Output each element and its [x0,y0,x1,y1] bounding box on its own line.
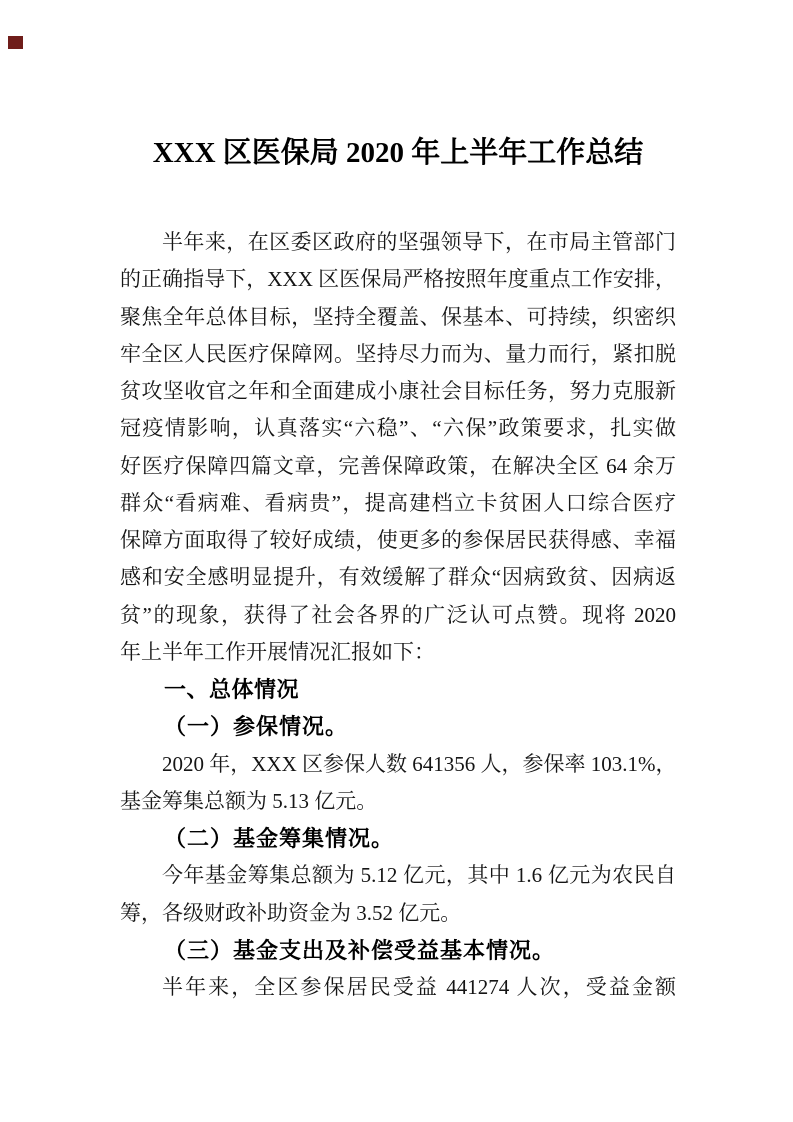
paragraph-line: 的正确指导下，XXX 区医保局严格按照年度重点工作安排， [120,267,676,292]
subsection-heading-enrollment: （一）参保情况。 [164,714,349,740]
paragraph-line: 牢全区人民医疗保障网。坚持尽力而为、量力而行，紧扣脱 [120,341,676,366]
subsection-heading-fund-raising: （二）基金筹集情况。 [164,826,395,851]
paragraph-line: 感和安全感明显提升，有效缓解了群众“因病致贫、因病返 [120,565,676,590]
paragraph-line: 半年来，全区参保居民受益 441274 人次，受益金额 [162,975,676,999]
corner-stamp-artifact [8,36,23,49]
paragraph-line: 年上半年工作开展情况汇报如下： [120,639,435,664]
paragraph-line: 贫”的现象，获得了社会各界的广泛认可点赞。现将 2020 [120,602,676,627]
paragraph-line: 群众“看病难、看病贵”，提高建档立卡贫困人口综合医疗 [120,490,676,515]
paragraph-line: 聚焦全年总体目标，坚持全覆盖、保基本、可持续，织密织 [120,304,676,329]
fund-raising-paragraph [120,857,676,932]
section-heading-overview: 一、总体情况 [164,677,300,702]
paragraph-line: 今年基金筹集总额为 5.12 亿元，其中 1.6 亿元为农民自 [162,863,676,888]
document-title: XXX 区医保局 2020 年上半年工作总结 [152,137,644,169]
paragraph-line: 基金筹集总额为 5.13 亿元。 [120,788,378,813]
paragraph-line: 保障方面取得了较好成绩，使更多的参保居民获得感、幸福 [120,528,676,552]
paragraph-line: 筹，各级财政补助资金为 3.52 亿元。 [120,900,462,925]
subsection-heading-fund-expenditure: （三）基金支出及补偿受益基本情况。 [164,937,556,963]
enrollment-paragraph [120,746,676,821]
fund-expenditure-paragraph [120,969,676,1006]
paragraph-line: 贫攻坚收官之年和全面建成小康社会目标任务，努力克服新 [120,379,676,403]
intro-paragraph [120,224,676,671]
paragraph-line: 好医疗保障四篇文章，完善保障政策，在解决全区 64 余万 [120,453,676,478]
paragraph-line: 2020 年，XXX 区参保人数 641356 人，参保率 103.1%， [162,751,677,776]
document-body [120,224,676,1006]
paragraph-line: 半年来，在区委区政府的坚强领导下，在市局主管部门 [162,230,676,254]
paragraph-line: 冠疫情影响，认真落实“六稳”、“六保”政策要求，扎实做 [120,416,676,441]
document-content [120,0,676,1006]
